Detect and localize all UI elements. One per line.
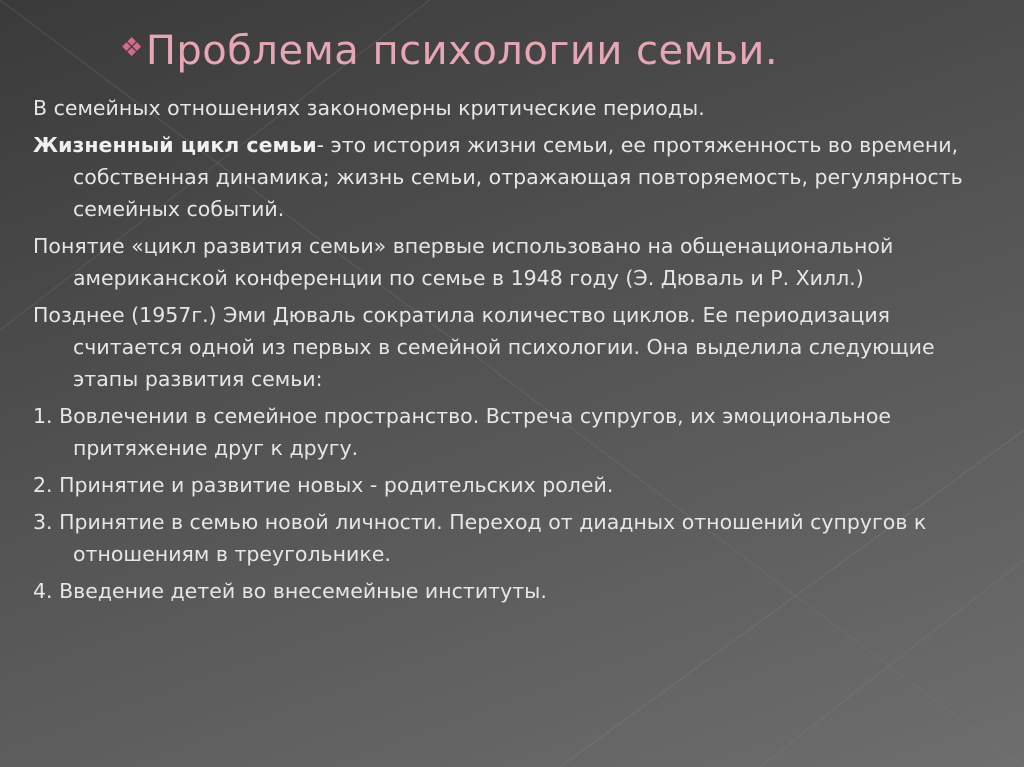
list-item-stage-2: 2. Принятие и развитие новых - родительских ролей. [33,473,614,497]
list-item-stage-4: 4. Введение детей во внесемейные институты. [33,579,547,603]
paragraph-concept-origin: Понятие «цикл развития семьи» впервые использовано на общенациональной американской конференции по семье в 1948 году (Э. Дюваль и Р. Хилл.) [33,234,894,290]
slide-title-text: Проблема психологии семьи. [145,28,779,74]
slide-body [33,92,993,612]
term-life-cycle: Жизненный цикл семьи [33,133,317,157]
paragraph-life-cycle: Жизненный цикл семьи- это история жизни семьи, ее протяженность во времени, собственная динамика; жизнь семьи, отражающая повторяемость, регулярность семейных событий. [33,133,963,221]
list-item-stage-3: 3. Принятие в семью новой личности. Переход от диадных отношений супругов к отношениям в треугольнике. [33,510,927,566]
slide-title [120,28,778,74]
list-item-stage-1: 1. Вовлечении в семейное пространство. Встреча супругов, их эмоциональное притяжение друг к другу. [33,404,891,460]
diamond-bullet-icon: ❖ [120,33,144,63]
paragraph-critical-periods: В семейных отношениях закономерны критические периоды. [33,96,705,120]
paragraph-duvall-periodization: Позднее (1957г.) Эми Дюваль сократила количество циклов. Ее периодизация считается одной из первых в семейной психологии. Она выделила следующие этапы развития семьи: [33,303,935,391]
